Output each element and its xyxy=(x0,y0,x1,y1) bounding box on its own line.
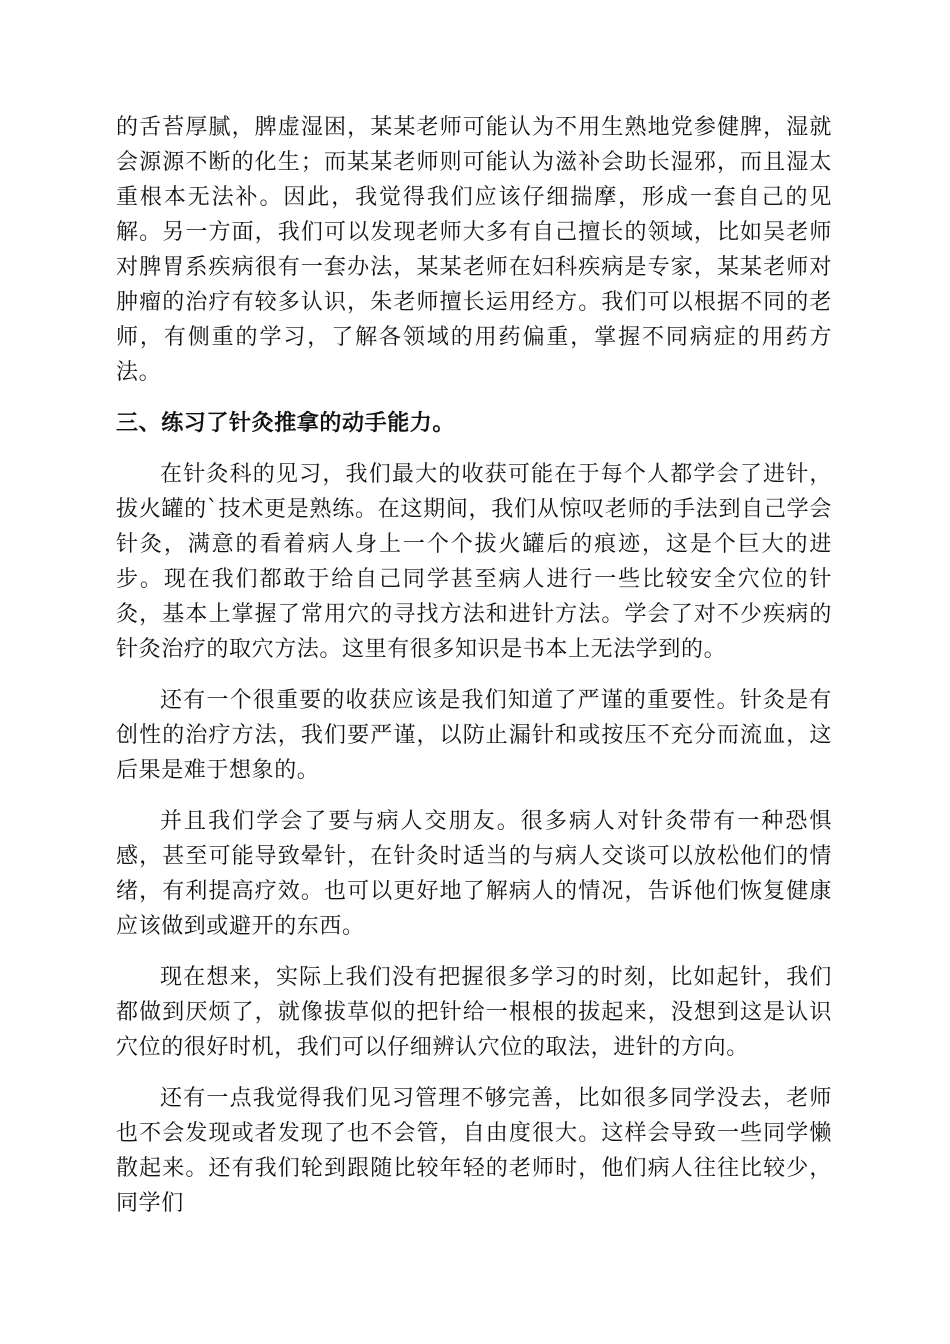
paragraph-missed-opportunities: 现在想来，实际上我们没有把握很多学习的时刻，比如起针，我们都做到厌烦了，就像拔草似的把针给一根根的拔起来，没想到这是认识穴位的很好时机，我们可以仔细辨认穴位的取法，进针的方向。 xyxy=(116,965,832,1060)
document-page xyxy=(116,110,832,1237)
paragraph-acupuncture-skills: 在针灸科的见习，我们最大的收获可能在于每个人都学会了进针，拔火罐的`技术更是熟练。在这期间，我们从惊叹老师的手法到自己学会针灸，满意的看着病人身上一个个拔火罐后的痕迹，这是个巨大的进步。现在我们都敢于给自己同学甚至病人进行一些比较安全穴位的针灸，基本上掌握了常用穴的寻找方法和进针方法。学会了对不少疾病的针灸治疗的取穴方法。这里有很多知识是书本上无法学到的。 xyxy=(116,462,832,662)
section-heading-3: 三、练习了针灸推拿的动手能力。 xyxy=(116,411,456,436)
paragraph-management-issues: 还有一点我觉得我们见习管理不够完善，比如很多同学没去，老师也不会发现或者发现了也不会管，自由度很大。这样会导致一些同学懒散起来。还有我们轮到跟随比较年轻的老师时，他们病人往往比较少，同学们 xyxy=(116,1086,832,1216)
paragraph-rigor: 还有一个很重要的收获应该是我们知道了严谨的重要性。针灸是有创性的治疗方法，我们要严谨，以防止漏针和或按压不充分而流血，这后果是难于想象的。 xyxy=(116,688,832,783)
paragraph-patient-rapport: 并且我们学会了要与病人交朋友。很多病人对针灸带有一种恐惧感，甚至可能导致晕针，在针灸时适当的与病人交谈可以放松他们的情绪，有利提高疗效。也可以更好地了解病人的情况，告诉他们恢复健康应该做到或避开的东西。 xyxy=(116,809,832,939)
paragraph-continuation: 的舌苔厚腻，脾虚湿困，某某老师可能认为不用生熟地党参健脾，湿就会源源不断的化生；而某某老师则可能认为滋补会助长湿邪，而且湿太重根本无法补。因此，我觉得我们应该仔细揣摩，形成一套自己的见解。另一方面，我们可以发现老师大多有自己擅长的领域，比如吴老师对脾胃系疾病很有一套办法，某某老师在妇科疾病是专家，某某老师对肿瘤的治疗有较多认识，朱老师擅长运用经方。我们可以根据不同的老师，有侧重的学习，了解各领域的用药偏重，掌握不同病症的用药方法。 xyxy=(116,115,832,385)
